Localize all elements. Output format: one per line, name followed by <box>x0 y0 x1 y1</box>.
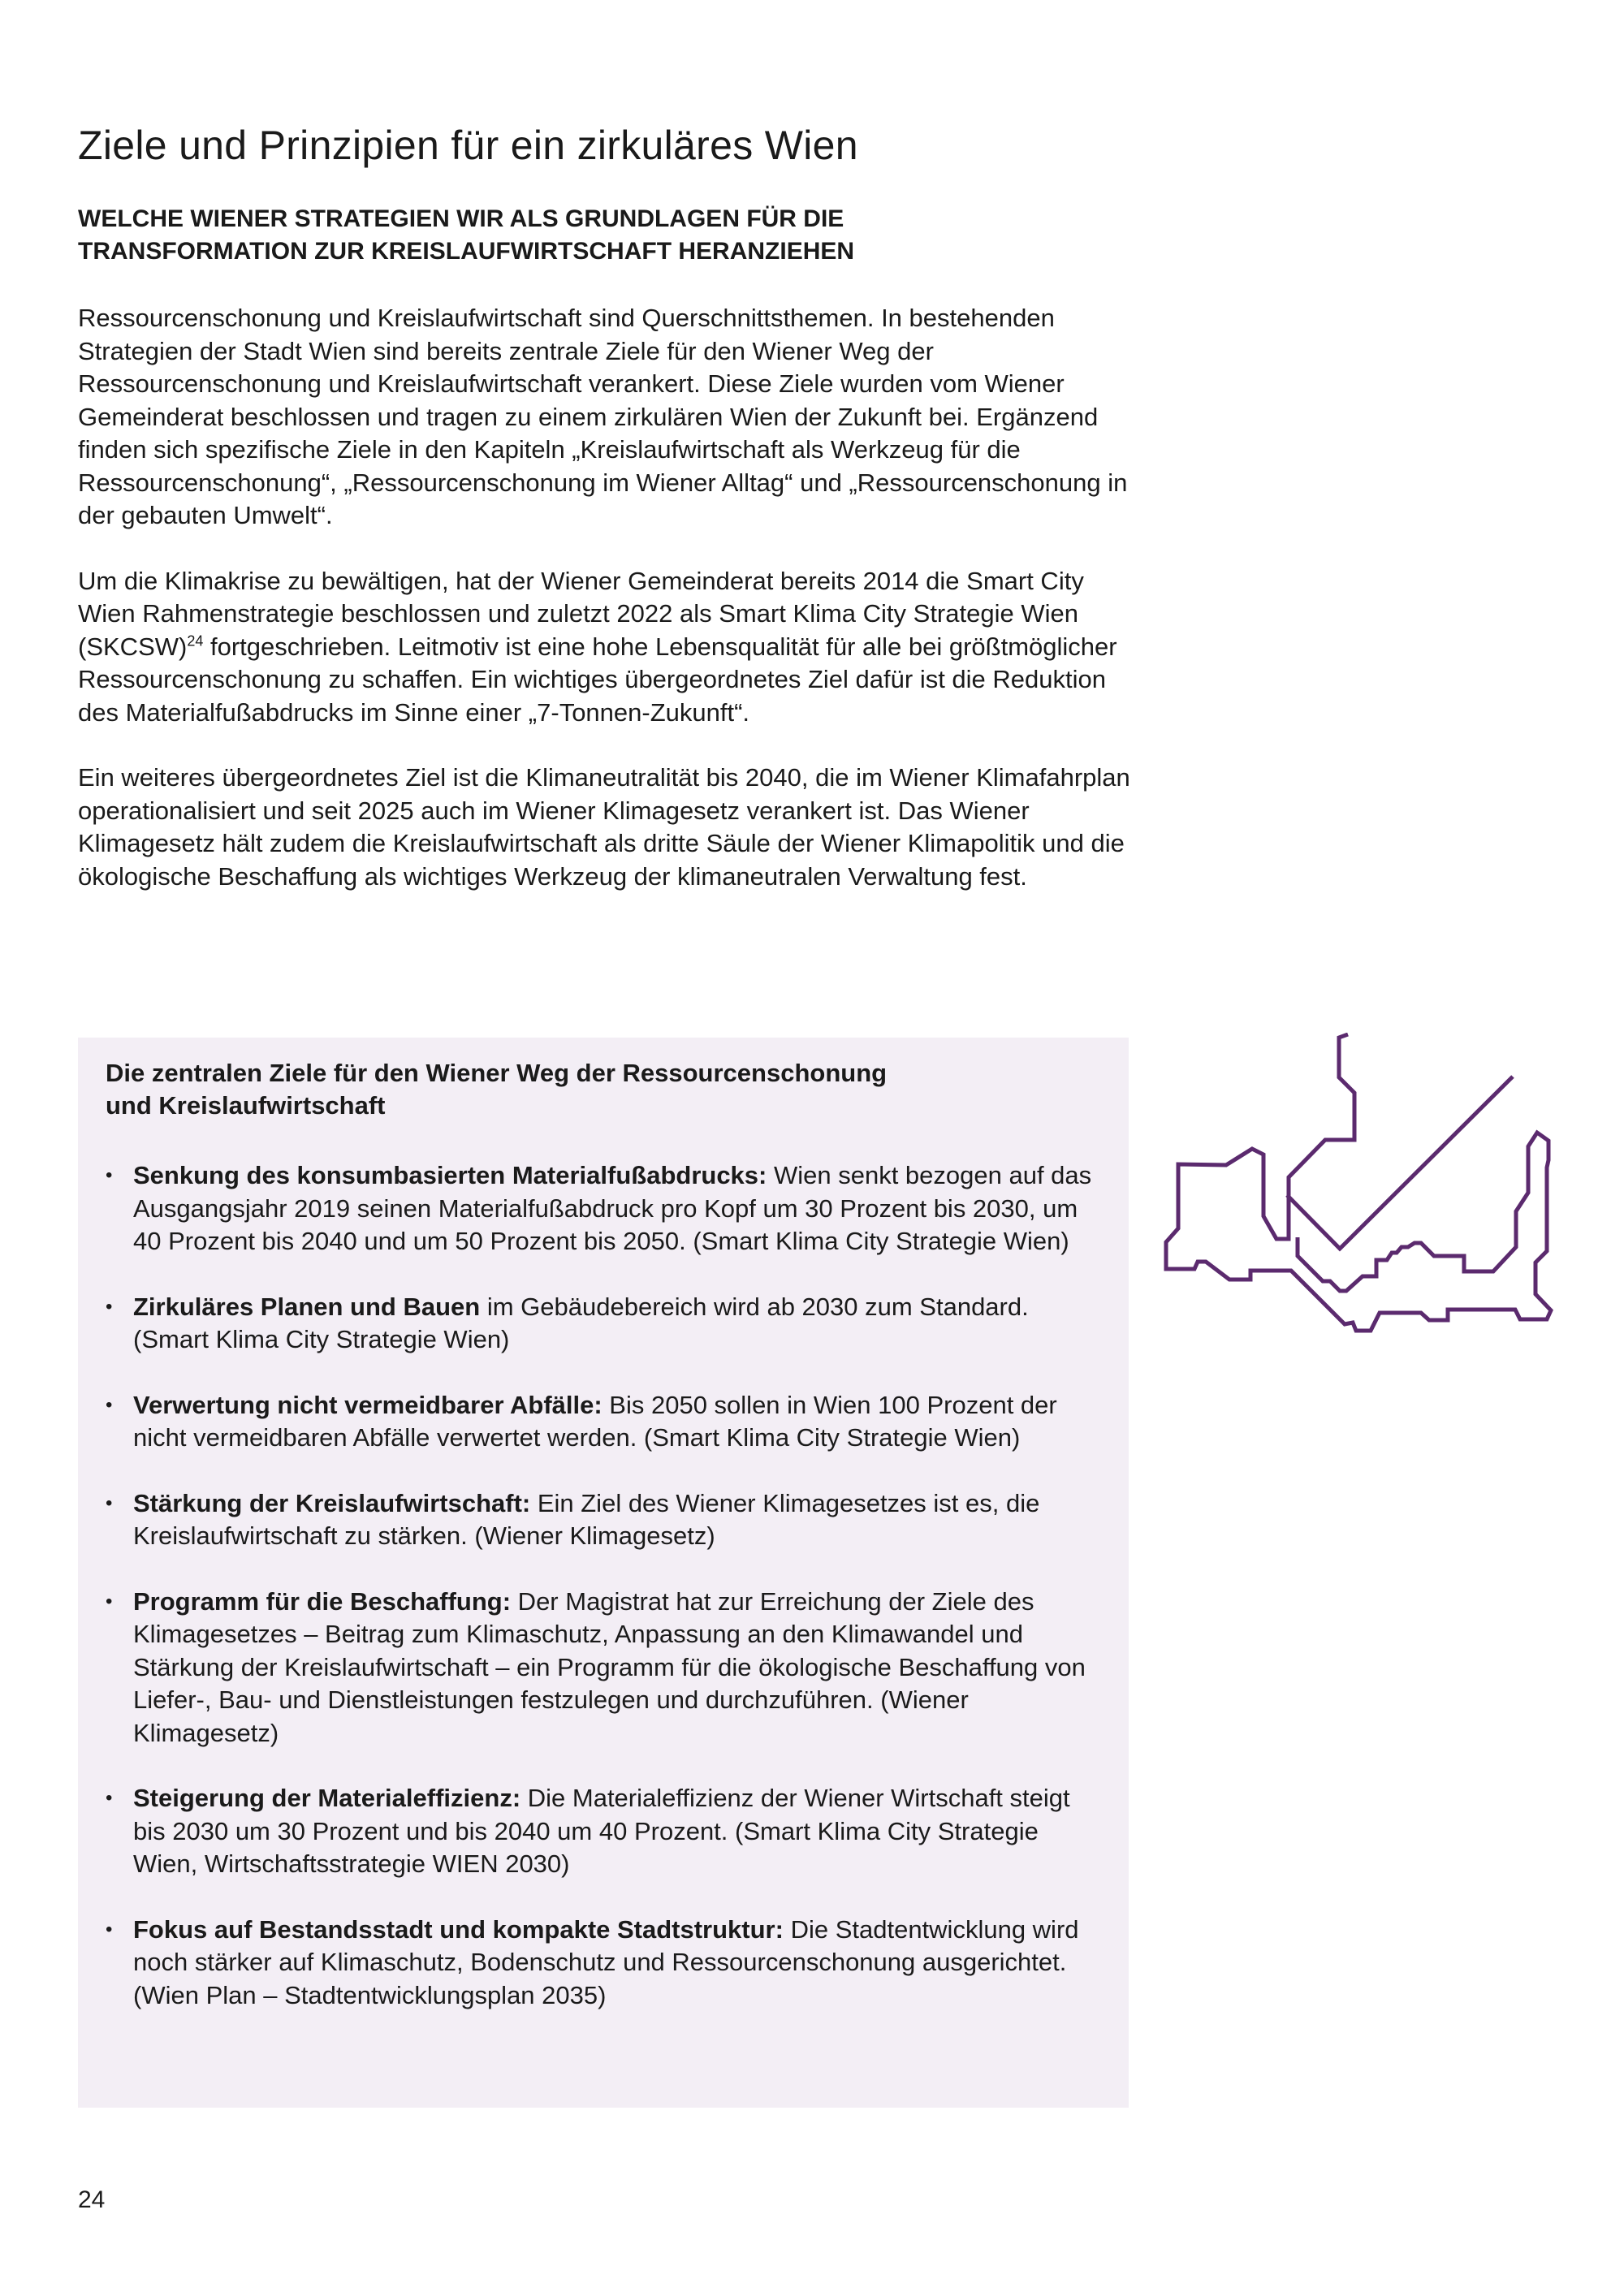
goal-item <box>106 1586 1096 1750</box>
goal-text: Ein Ziel des Wiener Klimagesetzes ist es, die Kreislaufwirtschaft zu stärken. (Wiener Klimagesetz) <box>133 1488 1040 1550</box>
goal-item <box>106 1159 1096 1258</box>
goals-box <box>78 1038 1129 2108</box>
paragraph-1: Ressourcenschonung und Kreislaufwirtschaft sind Querschnittsthemen. In bestehenden Strategien der Stadt Wien sind bereits zentrale Ziele für den Wiener Weg der Ressourcenschonung und Kreislaufwirtschaft verankert. Diese Ziele wurden vom Wiener Gemeinderat beschlossen und tragen zu einem zirkulären Wien der Zukunft bei. Ergänzend finden sich spezifische Ziele in den Kapiteln „Kreislaufwirtschaft als Werkzeug für die Ressourcenschonung“, „Ressourcenschonung im Wiener Alltag“ und „Ressourcenschonung in der gebauten Umwelt“. <box>78 304 1128 529</box>
vienna-outline-shape <box>1166 1034 1551 1331</box>
subtitle-line-1: WELCHE WIENER STRATEGIEN WIR ALS GRUNDLAGEN FÜR DIE <box>78 205 844 232</box>
goal-text: im Gebäudebereich wird ab 2030 zum Standard. (Smart Klima City Strategie Wien) <box>133 1292 1029 1353</box>
goals-list <box>106 1159 1096 2044</box>
goal-text: Wien senkt bezogen auf das Ausgangsjahr 2019 seinen Materialfußabdruck pro Kopf um 30 Prozent bis 2030, um 40 Prozent bis 2040 und um 50 Prozent bis 2050. (Smart Klima City Strategie Wien) <box>133 1161 1092 1255</box>
goal-title: Zirkuläres Planen und Bauen <box>133 1292 481 1321</box>
page-title: Ziele und Prinzipien für ein zirkuläres Wien <box>78 123 858 168</box>
bullet-icon: • <box>106 1295 113 1318</box>
bullet-icon: • <box>106 1393 113 1416</box>
bullet-icon: • <box>106 1787 113 1809</box>
check-stroke <box>1287 1077 1513 1249</box>
goals-heading-line-1: Die zentralen Ziele für den Wiener Weg der Ressourcenschonung <box>106 1059 888 1087</box>
paragraph-2 <box>78 565 1134 730</box>
vienna-checkmark-icon <box>1161 1033 1567 1390</box>
bullet-icon: • <box>106 1918 113 1940</box>
page-number: 24 <box>78 2186 106 2213</box>
goal-item <box>106 1291 1096 1357</box>
goal-title: Fokus auf Bestandsstadt und kompakte Stadtstruktur: <box>133 1914 784 1944</box>
body-text <box>78 302 1134 926</box>
goal-title: Stärkung der Kreislaufwirtschaft: <box>133 1488 531 1517</box>
goal-item <box>106 1914 1096 2013</box>
subtitle-line-2: TRANSFORMATION ZUR KREISLAUFWIRTSCHAFT HERANZIEHEN <box>78 238 855 265</box>
bullet-icon: • <box>106 1164 113 1186</box>
bullet-icon: • <box>106 1590 113 1612</box>
goal-title: Programm für die Beschaffung: <box>133 1586 512 1616</box>
goals-heading <box>106 1057 1080 1122</box>
goal-item <box>106 1389 1096 1455</box>
goal-title: Steigerung der Materialeffizienz: <box>133 1784 521 1812</box>
goal-text: Die Stadtentwicklung wird noch stärker auf Klimaschutz, Bodenschutz und Ressourcenschonung ausgerichtet. (Wien Plan – Stadtentwicklungsplan 2035) <box>133 1914 1079 2009</box>
bullet-icon: • <box>106 1491 113 1514</box>
paragraph-2-start: Um die Klimakrise zu bewältigen, hat der Wiener Gemeinderat bereits 2014 die Smart City Wien Rahmenstrategie beschlossen und zuletzt 2022 als Smart Klima City Strategie Wien (SKCSW) <box>78 566 1084 661</box>
goal-text: Bis 2050 sollen in Wien 100 Prozent der nicht vermeidbaren Abfälle verwertet werden. (Smart Klima City Strategie Wien) <box>133 1390 1057 1452</box>
paragraph-2-end: fortgeschrieben. Leitmotiv ist eine hohe Lebensqualität für alle bei größtmöglicher Ressourcenschonung zu schaffen. Ein wichtiges übergeordnetes Ziel dafür ist die Reduktion des Materialfußabdrucks im Sinne einer „7-Tonnen-Zukunft“. <box>78 632 1117 727</box>
footnote-24: 24 <box>187 632 204 650</box>
goal-item <box>106 1487 1096 1553</box>
goal-title: Senkung des konsumbasierten Materialfußabdrucks: <box>133 1161 767 1189</box>
goal-text: Der Magistrat hat zur Erreichung der Ziele des Klimagesetzes – Beitrag zum Klimaschutz, Anpassung an den Klimawandel und Stärkung der Kreislaufwirtschaft – ein Programm für die ökologische Beschaffung von Liefer-, Bau- und Dienstleistungen festzulegen und durchzuführen. (Wiener Klimagesetz) <box>133 1586 1086 1747</box>
goal-item <box>106 1782 1096 1881</box>
goal-title: Verwertung nicht vermeidbarer Abfälle: <box>133 1390 603 1419</box>
section-subtitle <box>78 203 1134 268</box>
paragraph-3: Ein weiteres übergeordnetes Ziel ist die Klimaneutralität bis 2040, die im Wiener Klimafahrplan operationalisiert und seit 2025 auch im Wiener Klimagesetz verankert ist. Das Wiener Klimagesetz hält zudem die Kreislaufwirtschaft als dritte Säule der Wiener Klimapolitik und die ökologische Beschaffung als wichtiges Werkzeug der klimaneutralen Verwaltung fest. <box>78 763 1130 891</box>
goals-heading-line-2: und Kreislaufwirtschaft <box>106 1091 386 1120</box>
goal-text: Die Materialeffizienz der Wiener Wirtschaft steigt bis 2030 um 30 Prozent und bis 2040 um 40 Prozent. (Smart Klima City Strategie Wien, Wirtschaftsstrategie WIEN 2030) <box>133 1784 1070 1878</box>
